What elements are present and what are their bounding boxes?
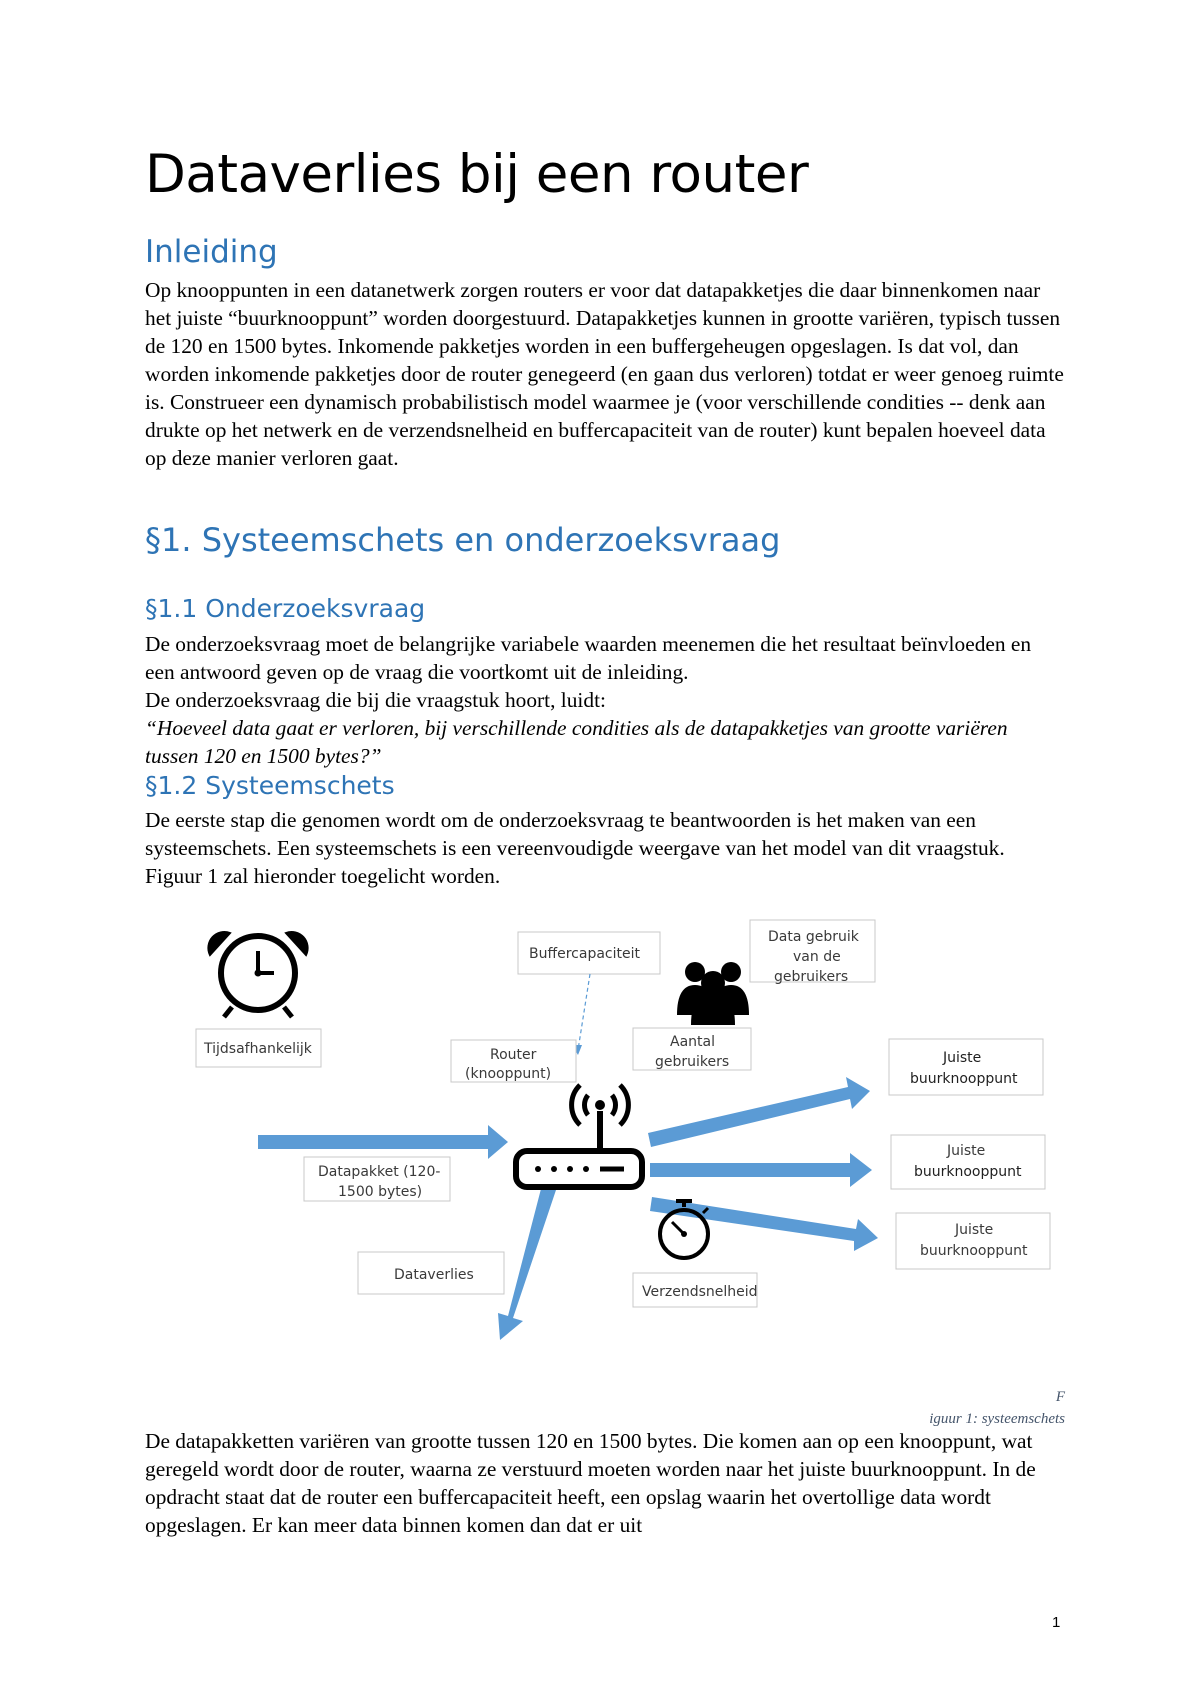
- alarm-clock-icon: [208, 932, 307, 1017]
- label-box-router: [451, 1040, 576, 1082]
- label-router-2: (knooppunt): [465, 1066, 552, 1082]
- label-juiste-3b: buurknooppunt: [920, 1243, 1028, 1259]
- label-aantal-1: Aantal: [670, 1034, 715, 1050]
- label-box-aantal-gebruikers: [633, 1028, 751, 1070]
- label-box-tijdsafhankelijk: [196, 1029, 321, 1067]
- label-juiste-2b: buurknooppunt: [914, 1164, 1022, 1180]
- label-juiste-1a: Juiste: [943, 1050, 982, 1066]
- subsection-1-2-heading: §1.2 Systeemschets: [145, 771, 395, 800]
- section1-heading: §1. Systeemschets en onderzoeksvraag: [145, 521, 781, 559]
- label-datapakket-2: 1500 bytes): [338, 1184, 423, 1200]
- label-box-buffercapaciteit: [518, 932, 660, 974]
- research-question: “Hoeveel data gaat er verloren, bij verschillende condities als de datapakketjes van grootte variëren tussen 120 en 1500 bytes?”: [145, 716, 1008, 768]
- label-dataverlies: Dataverlies: [394, 1267, 474, 1283]
- intro-paragraph: Op knooppunten in een datanetwerk zorgen routers er voor dat datapakketjes die daar binnenkomen naar het juiste “buurknooppunt” worden doorgestuurd. Datapakketjes kunnen in grootte variëren, typisch tussen de 120 en 1500 bytes. Inkomende pakketjes worden in een buffergeheugen opgeslagen. Is dat vol, dan worden inkomende pakketjes door de router genegeerd (en gaan dus verloren) totdat er weer genoeg ruimte is. Construeer een dynamisch probabilistisch model waarmee je (voor verschillende condities -- denk aan drukte op het netwerk en de verzendsnelheid en buffercapaciteit van de router) kunt bepalen hoeveel data op deze manier verloren gaat.: [145, 278, 1064, 470]
- intro-heading: Inleiding: [145, 234, 278, 270]
- label-verzendsnelheid: Verzendsnelheid: [642, 1284, 758, 1300]
- figure-caption-line-2: iguur 1: systeemschets: [929, 1411, 1065, 1427]
- label-data-gebruik-2: van de: [793, 949, 841, 965]
- label-box-juiste-buurknooppunt-2: [891, 1135, 1045, 1189]
- system-sketch-figure: [180, 915, 1080, 1355]
- label-box-data-gebruik: [750, 920, 875, 985]
- figure-caption-line-1: F: [1055, 1389, 1065, 1405]
- dataverlies-arrow: [498, 1185, 556, 1340]
- outgoing-arrow-middle: [650, 1153, 872, 1187]
- label-box-datapakket: [304, 1157, 450, 1201]
- outgoing-arrow-top: [648, 1077, 870, 1147]
- label-tijdsafhankelijk: Tijdsafhankelijk: [204, 1041, 312, 1057]
- label-box-dataverlies: [358, 1252, 504, 1294]
- buffer-dashed-connector: [578, 974, 590, 1050]
- label-juiste-3a: Juiste: [955, 1222, 994, 1238]
- label-juiste-1b: buurknooppunt: [910, 1071, 1018, 1087]
- label-data-gebruik-3: gebruikers: [774, 969, 849, 985]
- incoming-data-arrow: [258, 1125, 508, 1159]
- label-datapakket-1: Datapakket (120-: [318, 1164, 441, 1180]
- subsection-1-2-paragraph: De eerste stap die genomen wordt om de onderzoeksvraag te beantwoorden is het maken van een systeemschets. Een systeemschets is een vereenvoudigde weergave van het model van dit vraagstuk. Figuur 1 zal hieronder toegelicht worden.: [145, 808, 1005, 888]
- document-title: Dataverlies bij een router: [145, 144, 809, 205]
- label-box-juiste-buurknooppunt-1: [889, 1039, 1043, 1095]
- label-buffercapaciteit: Buffercapaciteit: [529, 946, 640, 962]
- label-box-juiste-buurknooppunt-3: [896, 1213, 1050, 1269]
- label-aantal-2: gebruikers: [655, 1054, 730, 1070]
- after-figure-paragraph: De datapakketten variëren van grootte tussen 120 en 1500 bytes. Die komen aan op een knooppunt, wat geregeld wordt door de router, waarna ze verstuurd moeten worden naar het juiste buurknooppunt. In de opdracht staat dat de router een buffercapaciteit heeft, een opslag waarin het overtollige data wordt opgeslagen. Er kan meer data binnen komen dan dat er uit: [145, 1429, 1036, 1537]
- label-data-gebruik-1: Data gebruik: [768, 929, 859, 945]
- wifi-router-icon: [516, 1085, 642, 1187]
- label-juiste-2a: Juiste: [947, 1143, 986, 1159]
- label-box-verzendsnelheid: [633, 1273, 758, 1307]
- users-group-icon: [677, 962, 749, 1025]
- subsection-1-1-question-intro: De onderzoeksvraag die bij die vraagstuk hoort, luidt:: [145, 688, 606, 712]
- figure-caption: [865, 1386, 1065, 1430]
- page-number: 1: [1052, 1614, 1061, 1631]
- subsection-1-1-paragraph: De onderzoeksvraag moet de belangrijke variabele waarden meenemen die het resultaat beïnvloeden en een antwoord geven op de vraag die voortkomt uit de inleiding.: [145, 632, 1032, 684]
- subsection-1-1-heading: §1.1 Onderzoeksvraag: [145, 594, 426, 623]
- label-router-1: Router: [490, 1047, 537, 1063]
